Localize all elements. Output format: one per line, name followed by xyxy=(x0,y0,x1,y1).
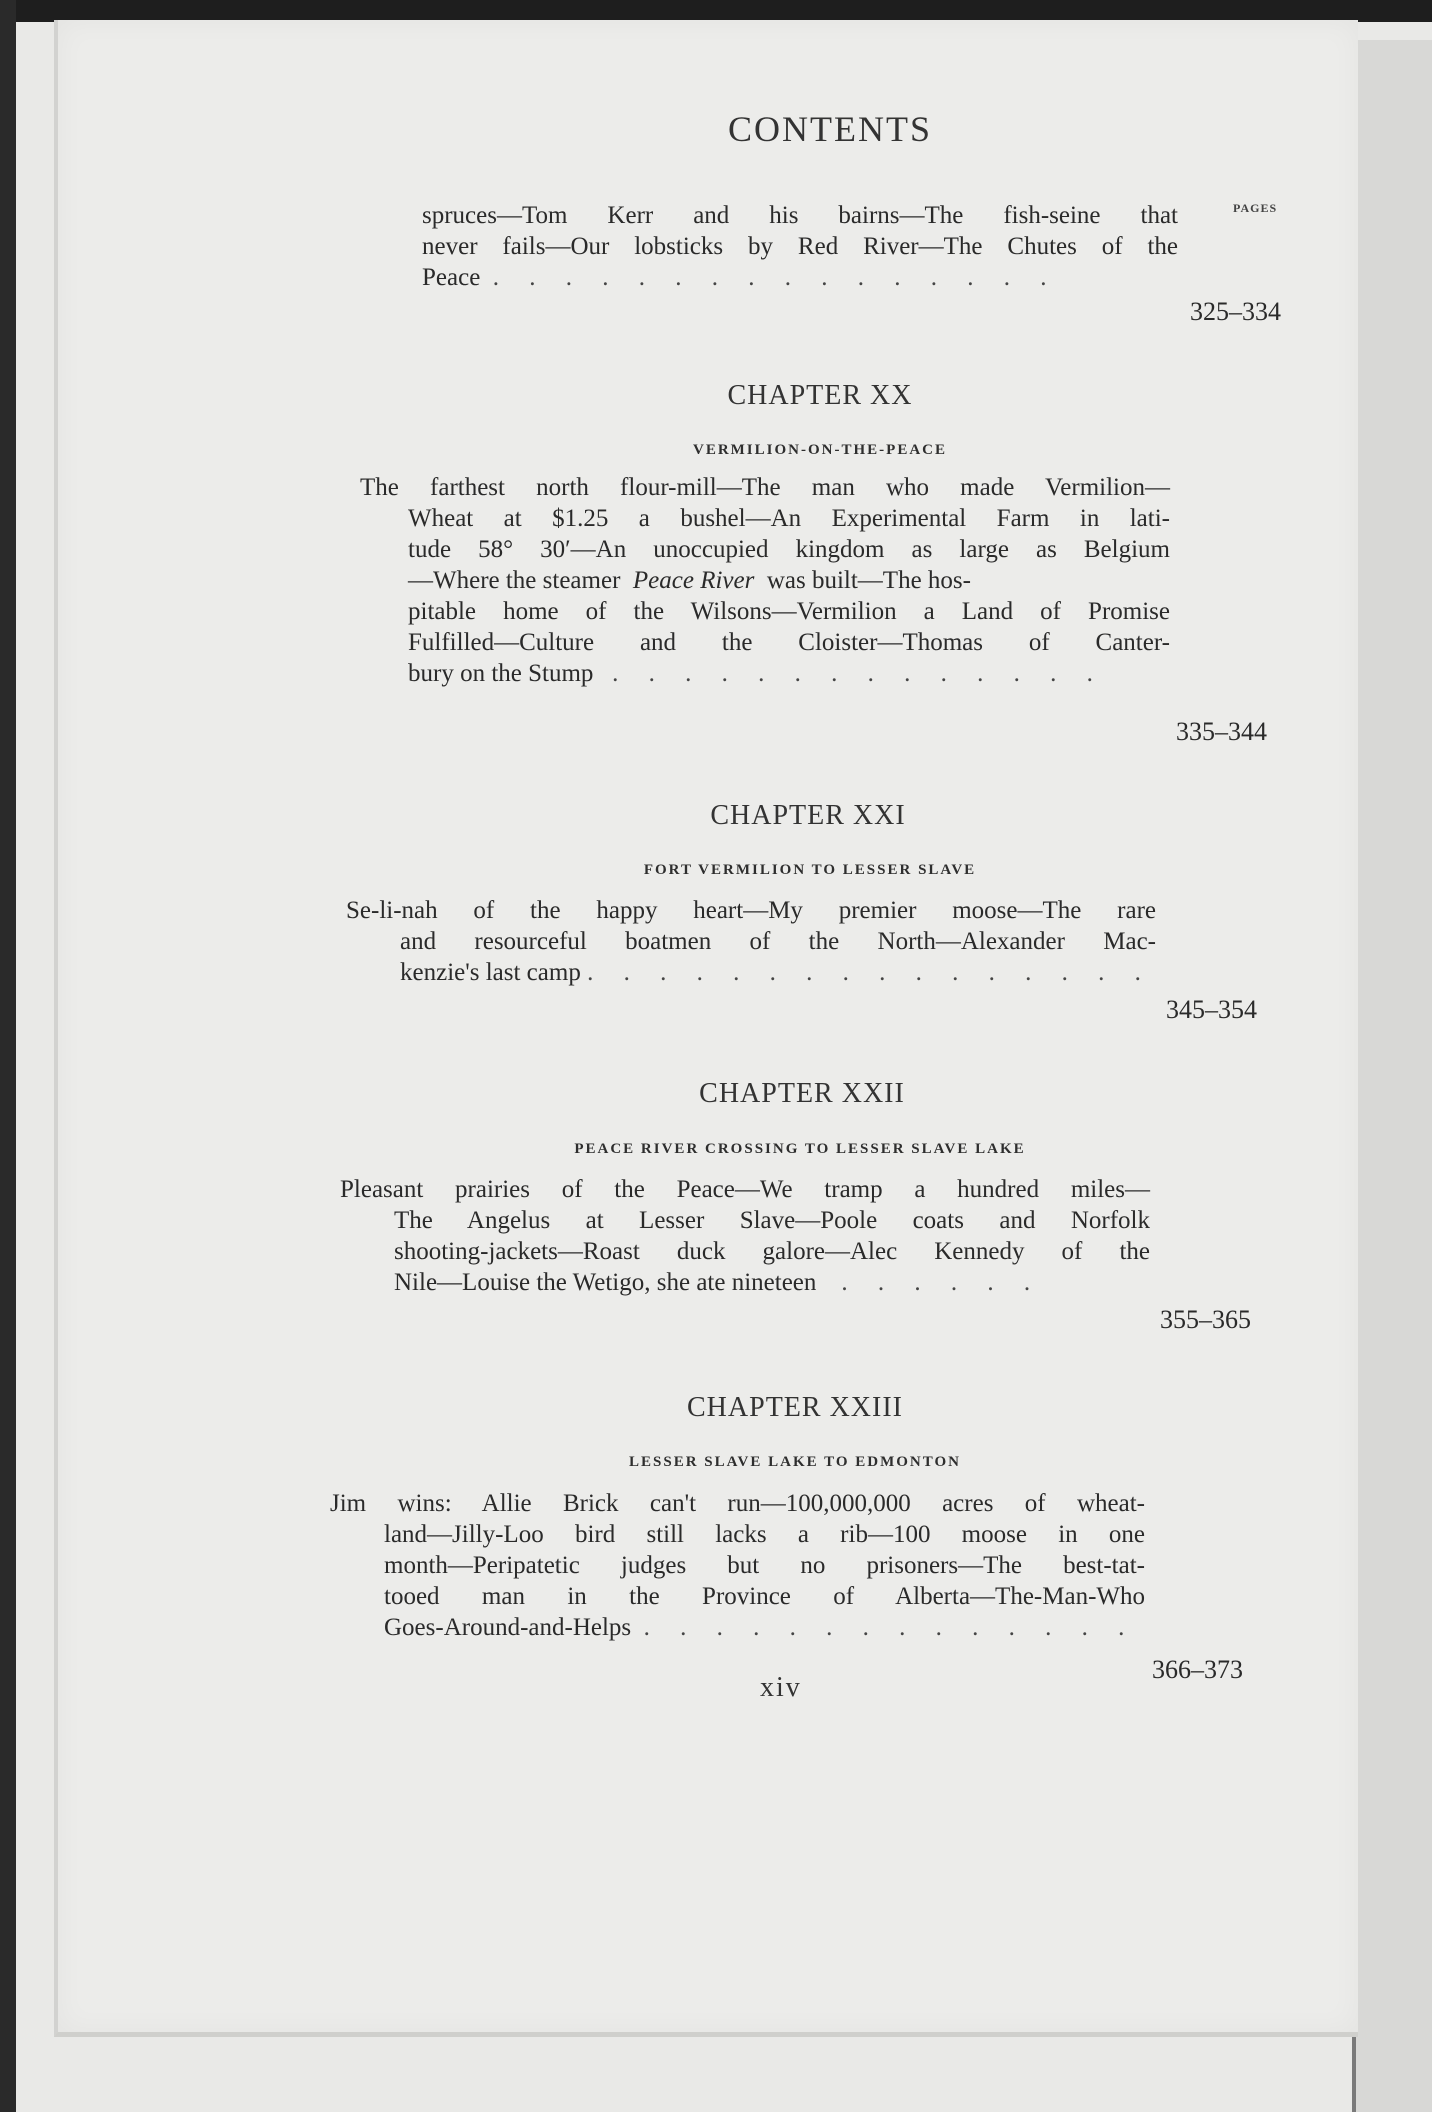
page-range: 325–334 xyxy=(1190,297,1281,326)
entry-line xyxy=(346,957,1156,988)
page-range: 366–373 xyxy=(1152,1655,1243,1684)
entry-line: land—Jilly-Loo bird still lacks a rib—100 moose in one xyxy=(384,1521,1145,1548)
entry-line: Wheat at $1.25 a bushel—An Experimental Farm in lati- xyxy=(408,505,1170,532)
toc-entry-chapter-20 xyxy=(360,472,1170,689)
scan-top-border xyxy=(0,0,1432,22)
entry-line-text: Goes-Around-and-Helps xyxy=(384,1614,632,1641)
dot-leaders: . . . . . . . . . . . . . . . . xyxy=(492,264,1059,291)
page-range: 355–365 xyxy=(1160,1305,1251,1334)
entry-line: spruces—Tom Kerr and his bairns—The fish-seine that xyxy=(422,202,1178,229)
entry-line-text: kenzie's last camp xyxy=(400,959,581,986)
dot-leaders: . . . . . . . . . . . . . . . . xyxy=(587,959,1153,986)
entry-line: Fulfilled—Culture and the Cloister—Thomas of Canter- xyxy=(408,629,1170,656)
chapter-title: CHAPTER XXII xyxy=(699,1078,905,1109)
entry-line: Se-li-nah of the happy heart—My premier moose—The rare xyxy=(346,897,1156,924)
chapter-subtitle: VERMILION-ON-THE-PEACE xyxy=(692,442,947,458)
page-range: 345–354 xyxy=(1166,995,1257,1024)
chapter-title: CHAPTER XXIII xyxy=(687,1392,903,1423)
pages-column-label: PAGES xyxy=(1233,201,1278,215)
entry-line-text: Nile—Louise the Wetigo, she ate nineteen xyxy=(394,1269,817,1296)
dot-leaders: . . . . . . xyxy=(841,1269,1043,1296)
toc-entry-continuation xyxy=(422,200,1178,293)
page-range: 335–344 xyxy=(1176,717,1267,746)
chapter-title: CHAPTER XXI xyxy=(710,800,906,831)
entry-line xyxy=(360,658,1170,689)
book-page xyxy=(54,20,1358,2037)
entry-line: tooed man in the Province of Alberta—The-Man-Who xyxy=(384,1583,1145,1610)
entry-line-text: —Where the steamer xyxy=(408,567,621,594)
page-number: xiv xyxy=(760,1672,802,1703)
chapter-subtitle: LESSER SLAVE LAKE TO EDMONTON xyxy=(629,1454,961,1470)
entry-line xyxy=(340,1267,1150,1298)
dot-leaders: . . . . . . . . . . . . . . xyxy=(612,660,1105,687)
chapter-title: CHAPTER XX xyxy=(727,380,913,411)
entry-line-text: was built—The hos- xyxy=(766,567,971,594)
entry-line xyxy=(360,565,1170,596)
entry-line: The Angelus at Lesser Slave—Poole coats and Norfolk xyxy=(394,1207,1150,1234)
entry-line: The farthest north flour-mill—The man who made Vermilion— xyxy=(360,474,1170,501)
toc-entry-chapter-23 xyxy=(330,1488,1145,1643)
entry-line: tude 58° 30′—An unoccupied kingdom as large as Belgium xyxy=(408,536,1170,563)
italic-ship-name: Peace River xyxy=(632,567,755,594)
page-title: CONTENTS xyxy=(728,109,932,149)
entry-line-text: bury on the Stump xyxy=(408,660,594,687)
entry-line: shooting-jackets—Roast duck galore—Alec Kennedy of the xyxy=(394,1238,1150,1265)
entry-line: Pleasant prairies of the Peace—We tramp a hundred miles— xyxy=(340,1176,1150,1203)
entry-line: never fails—Our lobsticks by Red River—The Chutes of the xyxy=(422,233,1178,260)
scan-left-border xyxy=(0,0,16,2112)
entry-line: and resourceful boatmen of the North—Alexander Mac- xyxy=(400,928,1156,955)
entry-line xyxy=(330,1612,1145,1643)
next-page-strip xyxy=(1356,40,1432,2112)
dot-leaders: . . . . . . . . . . . . . . xyxy=(643,1614,1137,1641)
chapter-subtitle: PEACE RIVER CROSSING TO LESSER SLAVE LAKE xyxy=(574,1141,1026,1157)
entry-line: pitable home of the Wilsons—Vermilion a Land of Promise xyxy=(408,598,1170,625)
entry-line: Jim wins: Allie Brick can't run—100,000,000 acres of wheat- xyxy=(330,1490,1145,1517)
chapter-subtitle: FORT VERMILION TO LESSER SLAVE xyxy=(643,862,977,878)
toc-entry-chapter-21 xyxy=(346,895,1156,988)
entry-line: month—Peripatetic judges but no prisoners—The best-tat- xyxy=(384,1552,1145,1579)
entry-line-text: Peace xyxy=(422,264,481,291)
entry-line xyxy=(422,262,1178,293)
toc-entry-chapter-22 xyxy=(340,1174,1150,1298)
